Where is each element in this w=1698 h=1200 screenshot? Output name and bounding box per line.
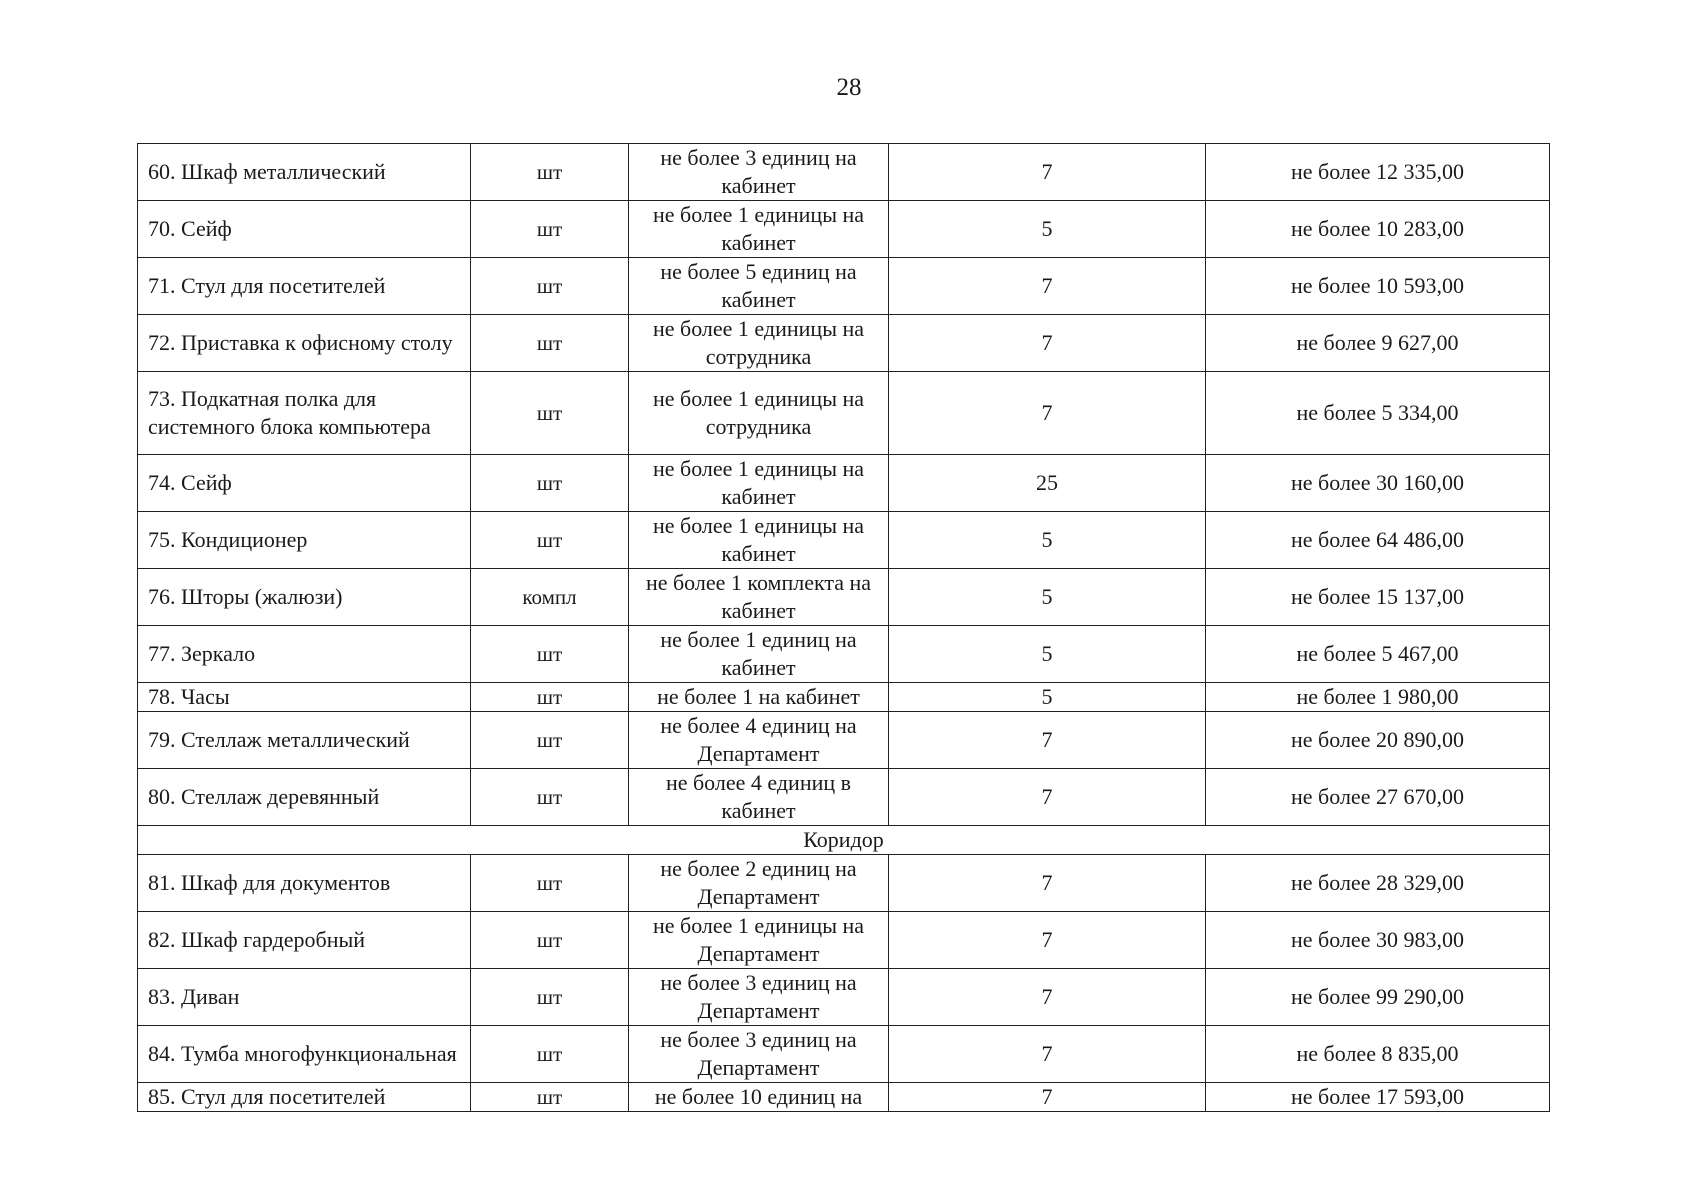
price-cell: не более 12 335,00: [1206, 144, 1550, 201]
table-row: [138, 712, 1550, 769]
quantity-cell: 5: [889, 569, 1206, 626]
price-cell: не более 64 486,00: [1206, 512, 1550, 569]
unit-cell: шт: [471, 712, 629, 769]
quantity-cell: 7: [889, 855, 1206, 912]
unit-cell: шт: [471, 683, 629, 712]
unit-cell: компл: [471, 569, 629, 626]
price-cell: не более 30 160,00: [1206, 455, 1550, 512]
item-name-cell: 73. Подкатная полка для системного блока компьютера: [138, 372, 471, 455]
norm-cell: не более 5 единиц на кабинет: [629, 258, 889, 315]
item-name-cell: 84. Тумба многофункциональная: [138, 1026, 471, 1083]
table-row: [138, 201, 1550, 258]
unit-cell: шт: [471, 1083, 629, 1112]
norm-cell: не более 3 единиц на кабинет: [629, 144, 889, 201]
unit-cell: шт: [471, 626, 629, 683]
norm-cell: не более 1 единицы на сотрудника: [629, 315, 889, 372]
norm-cell: не более 1 единиц на кабинет: [629, 626, 889, 683]
quantity-cell: 7: [889, 315, 1206, 372]
unit-cell: шт: [471, 455, 629, 512]
item-name-cell: 71. Стул для посетителей: [138, 258, 471, 315]
table-row: [138, 315, 1550, 372]
norm-cell: не более 1 единицы на Департамент: [629, 912, 889, 969]
price-cell: не более 10 593,00: [1206, 258, 1550, 315]
unit-cell: шт: [471, 912, 629, 969]
item-name-cell: 74. Сейф: [138, 455, 471, 512]
price-cell: не более 5 467,00: [1206, 626, 1550, 683]
item-name-cell: 70. Сейф: [138, 201, 471, 258]
price-cell: не более 17 593,00: [1206, 1083, 1550, 1112]
price-cell: не более 27 670,00: [1206, 769, 1550, 826]
table-row: [138, 1083, 1550, 1112]
table-row: [138, 912, 1550, 969]
table-row: [138, 626, 1550, 683]
table-row: [138, 855, 1550, 912]
norm-cell: не более 1 единицы на кабинет: [629, 201, 889, 258]
norm-cell: не более 4 единиц на Департамент: [629, 712, 889, 769]
table-row: [138, 969, 1550, 1026]
item-name-cell: 60. Шкаф металлический: [138, 144, 471, 201]
unit-cell: шт: [471, 1026, 629, 1083]
table-row: [138, 372, 1550, 455]
norm-cell: не более 4 единиц в кабинет: [629, 769, 889, 826]
quantity-cell: 5: [889, 201, 1206, 258]
norm-cell: не более 1 единицы на кабинет: [629, 455, 889, 512]
unit-cell: шт: [471, 315, 629, 372]
quantity-cell: 25: [889, 455, 1206, 512]
table-row: [138, 258, 1550, 315]
table-row: [138, 769, 1550, 826]
price-cell: не более 10 283,00: [1206, 201, 1550, 258]
unit-cell: шт: [471, 512, 629, 569]
price-cell: не более 30 983,00: [1206, 912, 1550, 969]
item-name-cell: 83. Диван: [138, 969, 471, 1026]
unit-cell: шт: [471, 769, 629, 826]
item-name-cell: 80. Стеллаж деревянный: [138, 769, 471, 826]
item-name-cell: 76. Шторы (жалюзи): [138, 569, 471, 626]
unit-cell: шт: [471, 969, 629, 1026]
norm-cell: не более 10 единиц на: [629, 1083, 889, 1112]
table-row: [138, 144, 1550, 201]
section-row: [138, 826, 1550, 855]
unit-cell: шт: [471, 144, 629, 201]
norm-cell: не более 1 единицы на кабинет: [629, 512, 889, 569]
item-name-cell: 77. Зеркало: [138, 626, 471, 683]
norm-cell: не более 2 единиц на Департамент: [629, 855, 889, 912]
quantity-cell: 7: [889, 712, 1206, 769]
unit-cell: шт: [471, 258, 629, 315]
item-name-cell: 82. Шкаф гардеробный: [138, 912, 471, 969]
price-cell: не более 8 835,00: [1206, 1026, 1550, 1083]
price-cell: не более 99 290,00: [1206, 969, 1550, 1026]
quantity-cell: 7: [889, 1083, 1206, 1112]
quantity-cell: 5: [889, 512, 1206, 569]
quantity-cell: 5: [889, 683, 1206, 712]
quantity-cell: 7: [889, 912, 1206, 969]
item-name-cell: 75. Кондиционер: [138, 512, 471, 569]
item-name-cell: 78. Часы: [138, 683, 471, 712]
item-name-cell: 81. Шкаф для документов: [138, 855, 471, 912]
item-name-cell: 85. Стул для посетителей: [138, 1083, 471, 1112]
norm-cell: не более 3 единиц на Департамент: [629, 969, 889, 1026]
quantity-cell: 7: [889, 769, 1206, 826]
unit-cell: шт: [471, 372, 629, 455]
table-row: [138, 512, 1550, 569]
quantity-cell: 7: [889, 969, 1206, 1026]
quantity-cell: 7: [889, 258, 1206, 315]
unit-cell: шт: [471, 855, 629, 912]
price-cell: не более 20 890,00: [1206, 712, 1550, 769]
table-row: [138, 1026, 1550, 1083]
table-row: [138, 683, 1550, 712]
page-number: 28: [836, 74, 862, 101]
norm-cell: не более 3 единиц на Департамент: [629, 1026, 889, 1083]
price-cell: не более 15 137,00: [1206, 569, 1550, 626]
price-cell: не более 5 334,00: [1206, 372, 1550, 455]
furniture-norms-table: [137, 143, 1550, 1112]
quantity-cell: 7: [889, 1026, 1206, 1083]
norm-cell: не более 1 единицы на сотрудника: [629, 372, 889, 455]
quantity-cell: 5: [889, 626, 1206, 683]
quantity-cell: 7: [889, 372, 1206, 455]
unit-cell: шт: [471, 201, 629, 258]
price-cell: не более 1 980,00: [1206, 683, 1550, 712]
item-name-cell: 72. Приставка к офисному столу: [138, 315, 471, 372]
item-name-cell: 79. Стеллаж металлический: [138, 712, 471, 769]
price-cell: не более 28 329,00: [1206, 855, 1550, 912]
norm-cell: не более 1 на кабинет: [629, 683, 889, 712]
price-cell: не более 9 627,00: [1206, 315, 1550, 372]
norm-cell: не более 1 комплекта на кабинет: [629, 569, 889, 626]
section-title: Коридор: [138, 826, 1550, 855]
quantity-cell: 7: [889, 144, 1206, 201]
table-row: [138, 455, 1550, 512]
table-row: [138, 569, 1550, 626]
